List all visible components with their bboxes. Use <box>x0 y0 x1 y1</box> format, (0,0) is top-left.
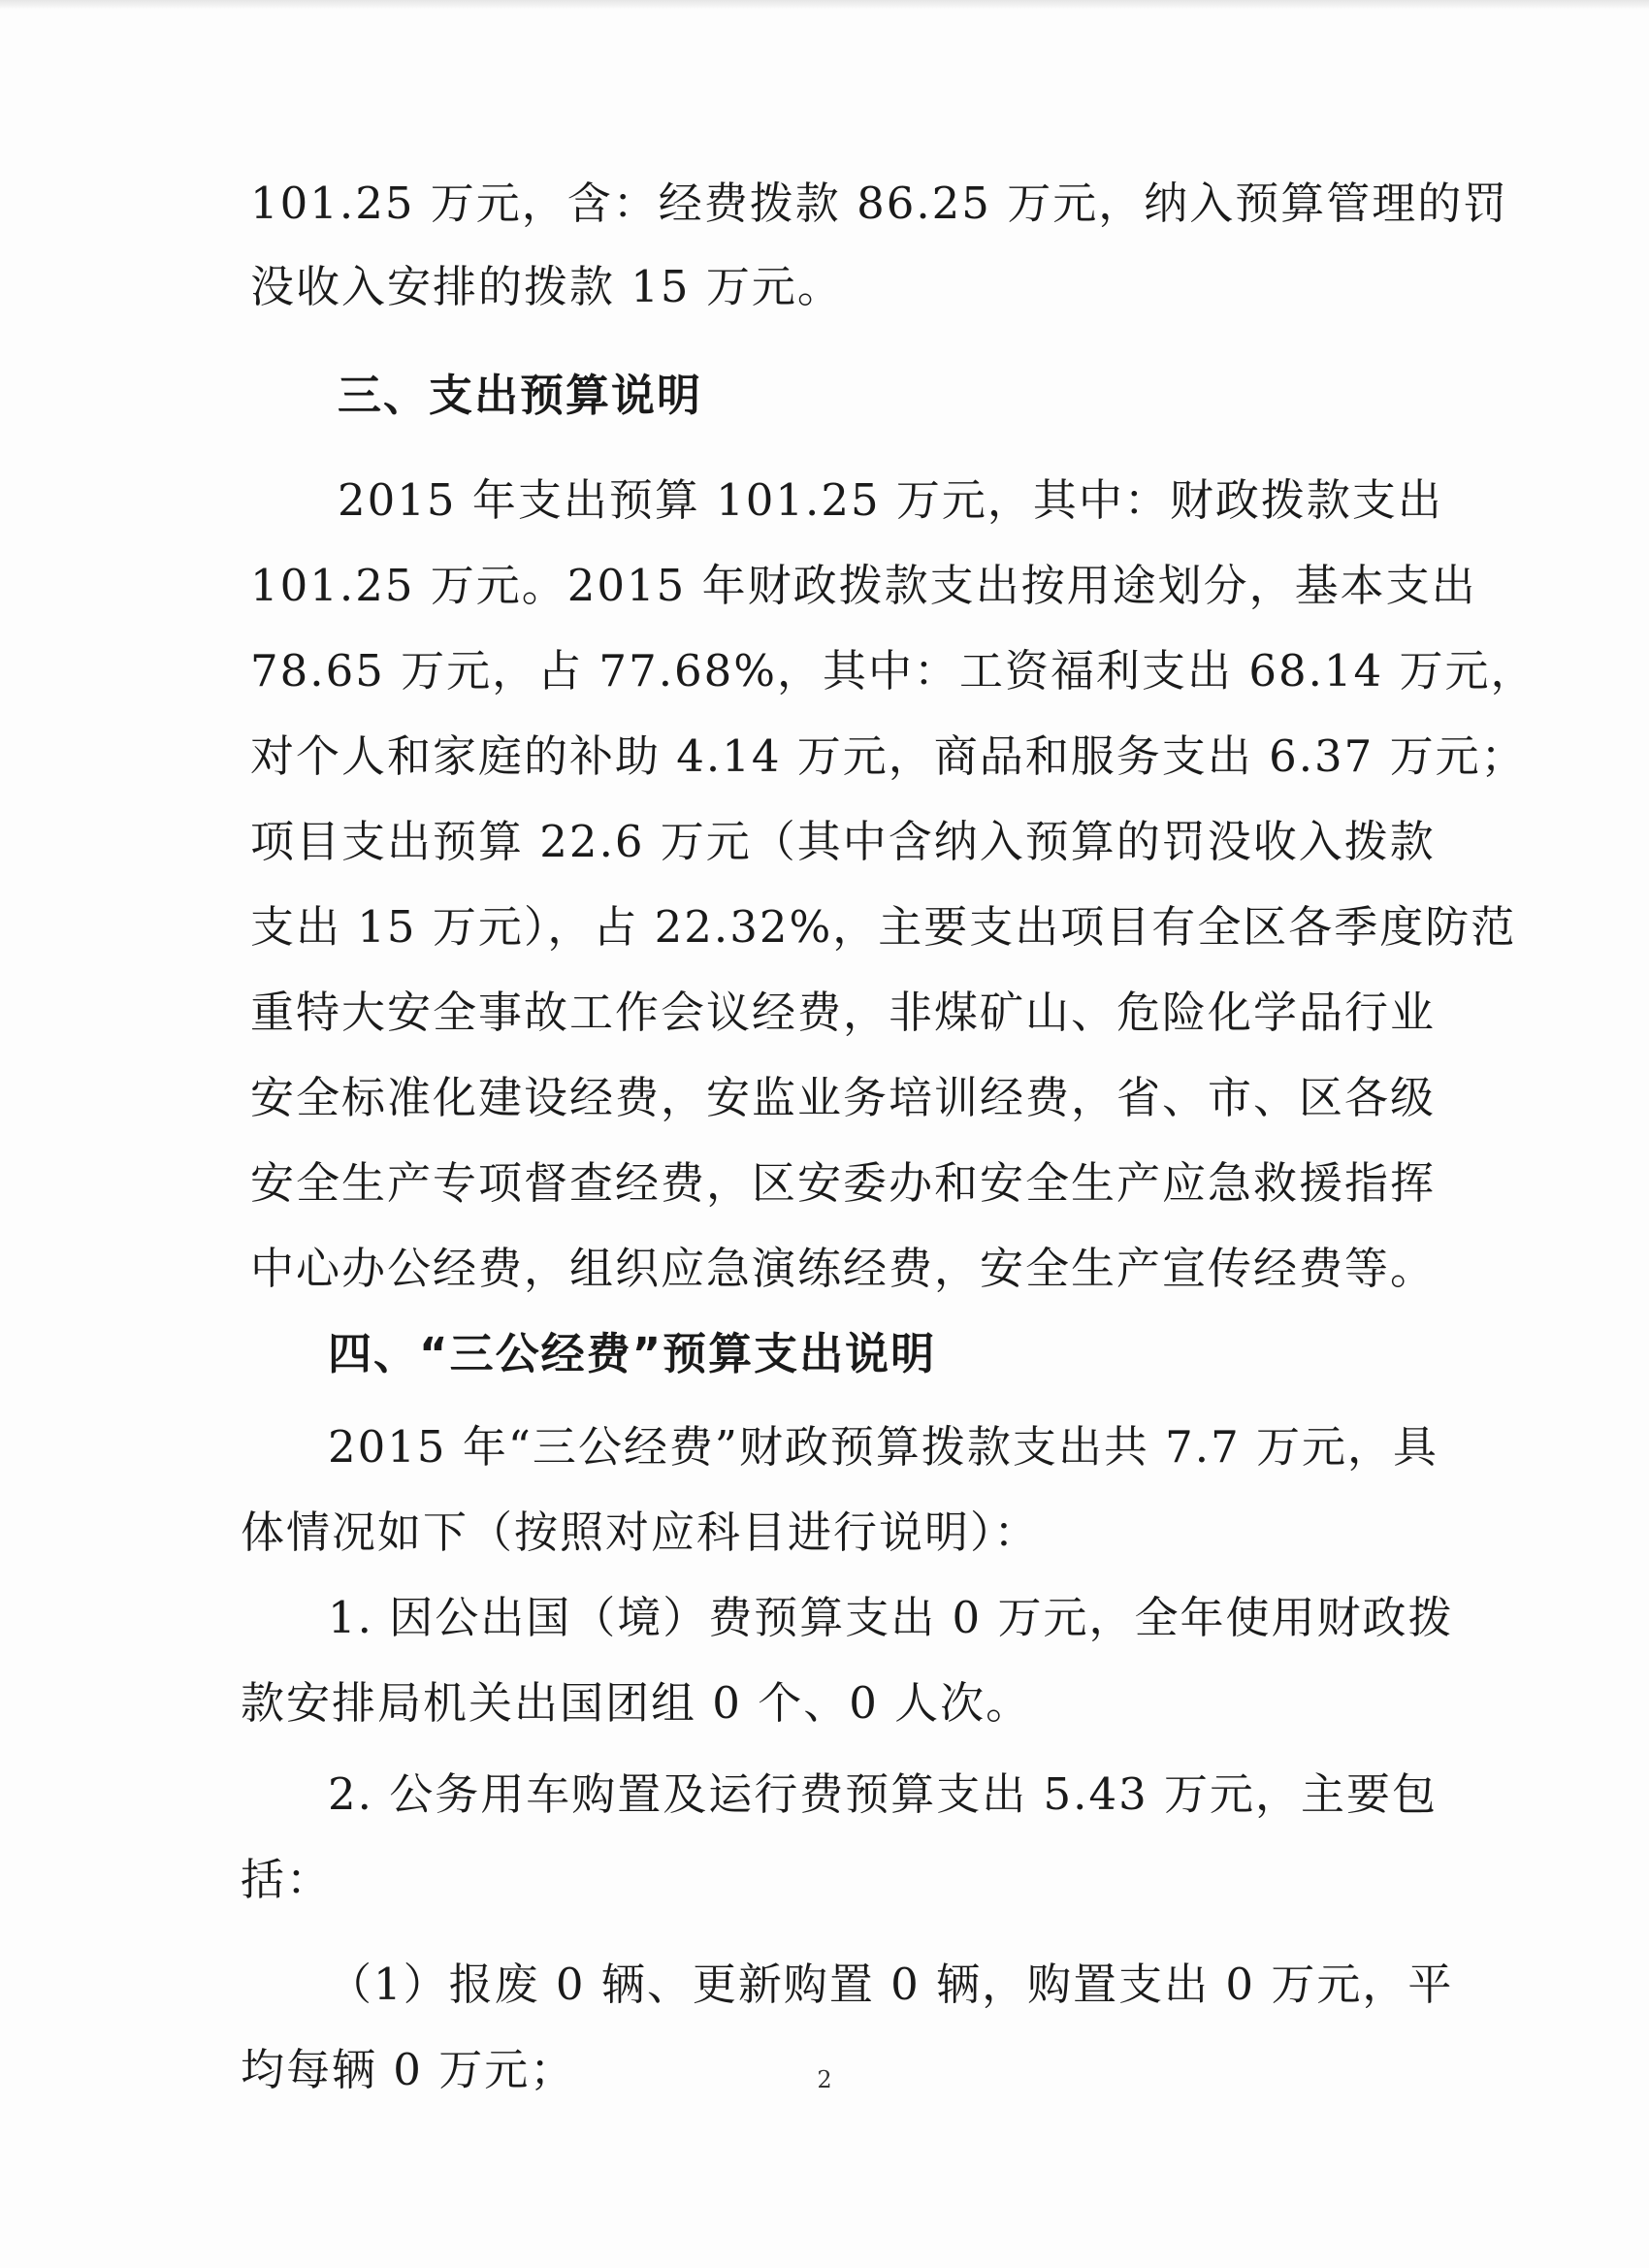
body-line: 101.25 万元。2015 年财政拨款支出按用途划分，基本支出 <box>250 560 1477 611</box>
body-line: 2. 公务用车购置及运行费预算支出 5.43 万元，主要包 <box>328 1768 1439 1820</box>
body-line: 项目支出预算 22.6 万元（其中含纳入预算的罚没收入拨款 <box>250 816 1436 867</box>
page-number: 2 <box>817 2066 832 2093</box>
body-line: 安全标准化建设经费，安监业务培训经费，省、市、区各级 <box>250 1072 1437 1123</box>
body-line: 中心办公经费，组织应急演练经费，安全生产宣传经费等。 <box>250 1243 1437 1294</box>
body-line: 括： <box>241 1854 333 1905</box>
body-line: 101.25 万元，含：经费拨款 86.25 万元，纳入预算管理的罚 <box>250 178 1509 229</box>
body-line: 支出 15 万元），占 22.32%，主要支出项目有全区各季度防范 <box>250 901 1517 953</box>
body-line: 安全生产专项督查经费，区安委办和安全生产应急救援指挥 <box>250 1157 1437 1209</box>
body-line: （1）报废 0 辆、更新购置 0 辆，购置支出 0 万元，平 <box>328 1959 1454 2010</box>
scan-edge <box>0 0 1649 10</box>
section-heading: 三、支出预算说明 <box>338 370 703 421</box>
body-line: 2015 年“三公经费”财政预算拨款支出共 7.7 万元，具 <box>328 1421 1439 1473</box>
body-line: 没收入安排的拨款 15 万元。 <box>250 261 843 312</box>
body-line: 重特大安全事故工作会议经费，非煤矿山、危险化学品行业 <box>250 987 1437 1038</box>
body-line: 体情况如下（按照对应科目进行说明）： <box>241 1507 1040 1558</box>
body-line: 款安排局机关出国团组 0 个、0 人次。 <box>241 1677 1032 1729</box>
body-line: 均每辆 0 万元； <box>241 2044 576 2095</box>
body-line: 1. 因公出国（境）费预算支出 0 万元，全年使用财政拨 <box>328 1592 1454 1643</box>
body-line: 2015 年支出预算 101.25 万元，其中：财政拨款支出 <box>338 474 1443 526</box>
body-line: 78.65 万元，占 77.68%，其中：工资福利支出 68.14 万元， <box>250 645 1536 697</box>
body-line: 对个人和家庭的补助 4.14 万元，商品和服务支出 6.37 万元； <box>250 730 1527 782</box>
section-heading: 四、“三公经费”预算支出说明 <box>328 1328 937 1379</box>
